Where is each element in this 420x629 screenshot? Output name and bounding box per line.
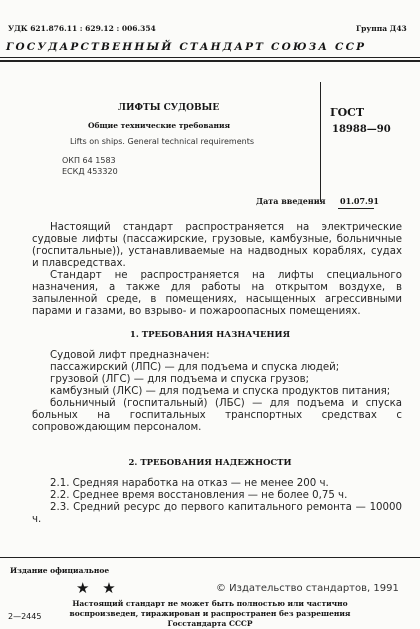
- okp-code: ОКП 64 1583: [62, 156, 116, 165]
- official-edition-label: Издание официальное: [10, 566, 110, 575]
- stars-mark: ★ ★: [76, 579, 120, 597]
- reproduction-notice: [0, 599, 420, 629]
- header-rule-top: [0, 57, 420, 58]
- section-1-line: пассажирский (ЛПС) — для подъема и спуска людей;: [50, 362, 340, 373]
- state-standard-heading: ГОСУДАРСТВЕННЫЙ СТАНДАРТ СОЮЗА ССР: [6, 41, 367, 53]
- section-1-line: больничный (госпитальный) (ЛБС) — для подъема и спуска больных на госпитальных транспортных средствах с сопровождающим персоналом.: [32, 398, 402, 433]
- document-title: ЛИФТЫ СУДОВЫЕ: [118, 103, 220, 113]
- intro-block: [32, 222, 402, 318]
- section-1-body: [32, 350, 402, 434]
- section-1-line: Судовой лифт предназначен:: [50, 350, 210, 361]
- footer-rule: [0, 557, 420, 558]
- section-2-line: 2.2. Среднее время восстановления — не более 0,75 ч.: [50, 490, 348, 501]
- section-1-line: камбузный (ЛКС) — для подъема и спуска продуктов питания;: [50, 386, 391, 397]
- section-2-body: [32, 478, 402, 526]
- document-subtitle: Общие технические требования: [88, 121, 231, 130]
- introduction-date-value: 01.07.91: [340, 196, 379, 206]
- section-1-line: грузовой (ЛГС) — для подъема и спуска грузов;: [50, 374, 310, 385]
- gost-label: ГОСТ: [330, 106, 365, 119]
- copyright-notice: © Издательство стандартов, 1991: [216, 583, 399, 594]
- notice-line: Настоящий стандарт не может быть полностью или частично: [72, 599, 348, 608]
- notice-line: Госстандарта СССР: [167, 619, 253, 628]
- intro-paragraph-exclusions: Стандарт не распространяется на лифты специального назначения, а также для работы на открытом воздухе, в запыленной среде, в помещениях, насыщенных агрессивными парами и газами, во взрыво- и пожароопасных помещениях.: [32, 270, 402, 317]
- print-code: 2—2445: [8, 612, 42, 621]
- section-2-line: 2.3. Средний ресурс до первого капитального ремонта — 10000 ч.: [32, 502, 402, 525]
- introduction-date-label: Дата введения: [256, 196, 326, 206]
- section-2-title: 2. ТРЕБОВАНИЯ НАДЕЖНОСТИ: [128, 458, 292, 468]
- group-code: Группа Д43: [356, 24, 407, 33]
- udk-code: УДК 621.876.11 : 629.12 : 006.354: [8, 24, 156, 33]
- intro-paragraph-scope: Настоящий стандарт распространяется на электрические судовые лифты (пассажирские, грузовые, камбузные, больничные (госпитальные)), устанавливаемые на надводных кораблях, судах и плавсредствах.: [32, 222, 402, 269]
- eskd-code: ЕСКД 453320: [62, 167, 118, 176]
- notice-line: воспроизведен, тиражирован и распространен без разрешения: [69, 609, 351, 618]
- english-title: Lifts on ships. General technical requirements: [70, 137, 254, 146]
- section-2-line: 2.1. Средняя наработка на отказ — не менее 200 ч.: [50, 478, 329, 489]
- gost-number: 18988—90: [332, 124, 391, 135]
- header-rule-bottom: [0, 60, 420, 62]
- date-underline: [338, 208, 374, 209]
- title-divider: [320, 82, 321, 202]
- section-1-title: 1. ТРЕБОВАНИЯ НАЗНАЧЕНИЯ: [129, 330, 291, 340]
